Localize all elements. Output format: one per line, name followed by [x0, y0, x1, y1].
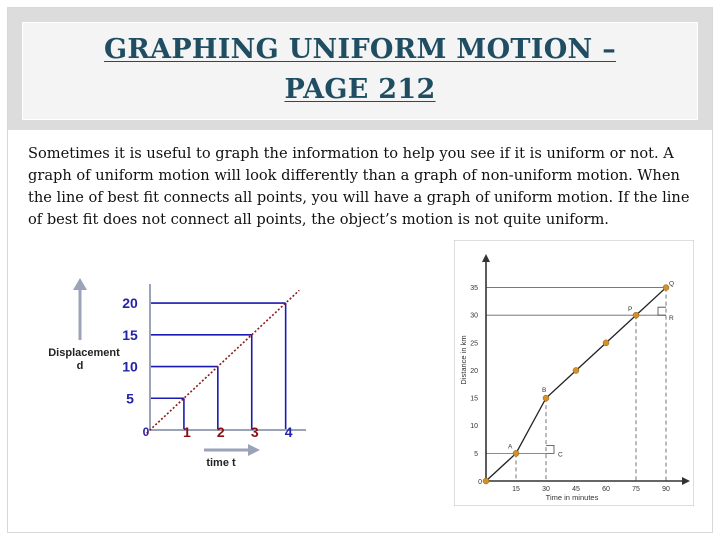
left-y-label-line-1: Displacement	[48, 347, 120, 359]
right-x-tick-label: 30	[542, 486, 550, 493]
right-x-tick-label: 45	[572, 486, 580, 493]
distance-time-graph	[454, 240, 694, 506]
right-y-label: Distance in km	[459, 335, 468, 385]
right-y-tick-label: 5	[474, 450, 478, 458]
left-y-tick-label: 20	[122, 295, 138, 312]
left-x-tick-label: 3	[250, 424, 259, 440]
right-data-point	[603, 340, 609, 346]
slide-title-line-2: PAGE 212	[284, 74, 436, 105]
left-y-tick-label: 5	[126, 390, 134, 407]
right-x-tick-label: 15	[512, 486, 520, 493]
right-data-point	[633, 312, 639, 318]
right-y-tick-label: 15	[470, 395, 478, 403]
right-point-label: R	[669, 315, 674, 323]
left-y-tick-label: 10	[122, 358, 138, 375]
left-x-tick-label: 2	[216, 424, 225, 440]
right-y-tick-label: 20	[470, 367, 478, 375]
right-data-point	[483, 478, 489, 484]
right-y-tick-label: 10	[470, 423, 478, 431]
slide-title	[22, 30, 698, 110]
right-x-tick-label: 60	[602, 486, 610, 493]
uniform-motion-graph	[36, 262, 326, 484]
right-x-tick-label: 75	[632, 486, 640, 493]
left-y-tick-label: 15	[122, 326, 138, 343]
right-data-point	[513, 450, 519, 456]
right-data-point	[543, 395, 549, 401]
left-x-label: time t	[206, 457, 236, 469]
right-data-point	[573, 367, 579, 373]
left-y-label-line-2: d	[76, 360, 84, 372]
right-y-tick-label: 25	[470, 340, 478, 348]
right-y-tick-label: 30	[470, 312, 478, 320]
right-point-label: A	[508, 443, 513, 451]
slide-title-line-1: GRAPHING UNIFORM MOTION –	[103, 34, 617, 65]
right-point-label: Q	[669, 280, 675, 288]
left-x-tick-label: 4	[284, 424, 293, 440]
right-x-label: Time in minutes	[545, 493, 599, 502]
right-x-tick-label: 90	[662, 486, 670, 493]
right-y-tick-label: 35	[470, 285, 478, 293]
left-origin-label: 0	[142, 425, 150, 439]
right-origin-label: 0	[478, 479, 482, 486]
right-point-label: P	[628, 306, 633, 314]
right-point-label: C	[558, 451, 563, 459]
body-paragraph: Sometimes it is useful to graph the information to help you see if it is uniform or not. A graph of uniform motion will look differently than a graph of non-uniform motion. When the line of best fit connects all points, you will have a graph of uniform motion. If the line of best fit does not connect all points, the object’s motion is not quite uniform.	[28, 145, 690, 228]
left-x-tick-label: 1	[183, 424, 191, 440]
right-point-label: B	[542, 387, 547, 395]
